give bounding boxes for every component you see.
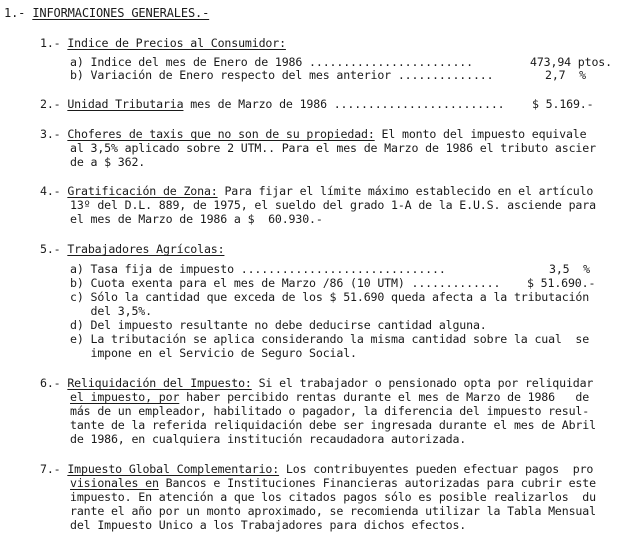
item-reliquidacion-line1 [40, 376, 593, 390]
item-global-title: Impuesto Global Complementario: [67, 462, 280, 476]
item-global-line1 [40, 462, 593, 476]
item-taxis-title: Choferes de taxis que no son de su propiedad: [67, 127, 375, 141]
item-reliquidacion-title: Reliquidación del Impuesto: [67, 376, 252, 390]
item-zona-line1-rest: Para fijar el límite máximo establecido en el artículo [217, 184, 594, 198]
item-agricolas-e1: e) La tributación se aplica considerando la misma cantidad sobre la cual se [70, 332, 590, 346]
item-reliquidacion-line4: tante de la referida reliquidación debe ser ingresada durante el mes de Abril [70, 418, 596, 432]
item-ipc-a-value: 473,94 ptos. [530, 55, 612, 69]
item-agricolas-c1: c) Sólo la cantidad que exceda de los $ 51.690 queda afecta a la tributación [70, 290, 590, 304]
item-utm-title: Unidad Tributaria [67, 97, 184, 111]
item-ipc-title: Indice de Precios al Consumidor: [67, 36, 286, 50]
item-reliquidacion-number: 6.- [40, 376, 61, 390]
section-header [4, 6, 209, 20]
item-zona-line2: 13º del D.L. 889, de 1975, el sueldo del grado 1-A de la E.U.S. asciende para [70, 198, 596, 212]
item-global-line3: impuesto. En atención a que los citados pagos sólo es posible realizarlos du [70, 490, 596, 504]
item-global-line1-rest: Los contribuyentes pueden efectuar pagos pro [279, 462, 594, 476]
item-reliquidacion-line5: de 1986, en cualquiera institución recaudadora autorizada. [70, 432, 467, 446]
item-ipc-b-text: b) Variación de Enero respecto del mes anterior .............. [70, 68, 494, 82]
item-reliquidacion-line2-rest: haber percibido rentas durante el mes de Marzo de 1986 de [179, 390, 590, 404]
item-global-line4: rante el año por un monto aproximado, se recomienda utilizar la Tabla Mensual [70, 504, 596, 518]
item-agricolas-a-text: a) Tasa fija de impuesto .............................. [70, 262, 446, 276]
item-agricolas-a-value: 3,5 % [549, 262, 590, 276]
item-global-line2-underlined: visionales en [70, 476, 159, 490]
section-title: INFORMACIONES GENERALES.- [32, 6, 210, 20]
item-global-line2 [70, 476, 596, 490]
item-reliquidacion-line1-rest: Si el trabajador o pensionado opta por reliquidar [251, 376, 594, 390]
item-ipc-heading [40, 36, 286, 50]
item-taxis-line1-rest: El monto del impuesto equivale [374, 127, 587, 141]
item-agricolas-title: Trabajadores Agrícolas: [67, 242, 225, 256]
item-zona-line3: el mes de Marzo de 1986 a $ 60.930.- [70, 212, 323, 226]
item-zona-line1 [40, 184, 593, 198]
item-ipc-b-value: 2,7 % [545, 68, 586, 82]
item-global-number: 7.- [40, 462, 61, 476]
item-agricolas-b-text: b) Cuota exenta para el mes de Marzo /86 (10 UTM) ............. [70, 276, 501, 290]
item-reliquidacion-line3: más de un empleador, habilitado o pagador, la diferencia del impuesto resul- [70, 404, 590, 418]
item-utm-text: mes de Marzo de 1986 ......................... [183, 97, 505, 111]
item-agricolas-heading [40, 242, 224, 256]
item-agricolas-number: 5.- [40, 242, 61, 256]
item-taxis-line3: de a $ 362. [70, 155, 146, 169]
item-reliquidacion-line2 [70, 390, 589, 404]
item-ipc-a-text: a) Indice del mes de Enero de 1986 ........................ [70, 55, 473, 69]
item-agricolas-d: d) Del impuesto resultante no debe deducirse cantidad alguna. [70, 318, 487, 332]
item-global-line5: del Impuesto Unico a los Trabajadores para dichos efectos. [70, 518, 467, 532]
item-ipc-number: 1.- [40, 36, 61, 50]
item-taxis-line2: al 3,5% aplicado sobre 2 UTM.. Para el mes de Marzo de 1986 el tributo ascier [70, 141, 596, 155]
item-agricolas-b-value: $ 51.690.- [527, 276, 596, 290]
item-agricolas-e2: impone en el Servicio de Seguro Social. [70, 346, 357, 360]
item-utm-value: $ 5.169.- [532, 97, 594, 111]
section-number: 1.- [4, 6, 26, 20]
item-taxis-number: 3.- [40, 127, 61, 141]
item-zona-number: 4.- [40, 184, 61, 198]
item-zona-title: Gratificación de Zona: [67, 184, 218, 198]
item-reliquidacion-line2-underlined: el impuesto, por [70, 390, 180, 404]
item-global-line2-rest: Bancos e Instituciones Financieras autorizadas para cubrir este [158, 476, 596, 490]
item-agricolas-c2: del 3,5%. [70, 304, 152, 318]
item-taxis-line1 [40, 127, 586, 141]
item-utm-line [40, 97, 504, 111]
item-utm-number: 2.- [40, 97, 61, 111]
